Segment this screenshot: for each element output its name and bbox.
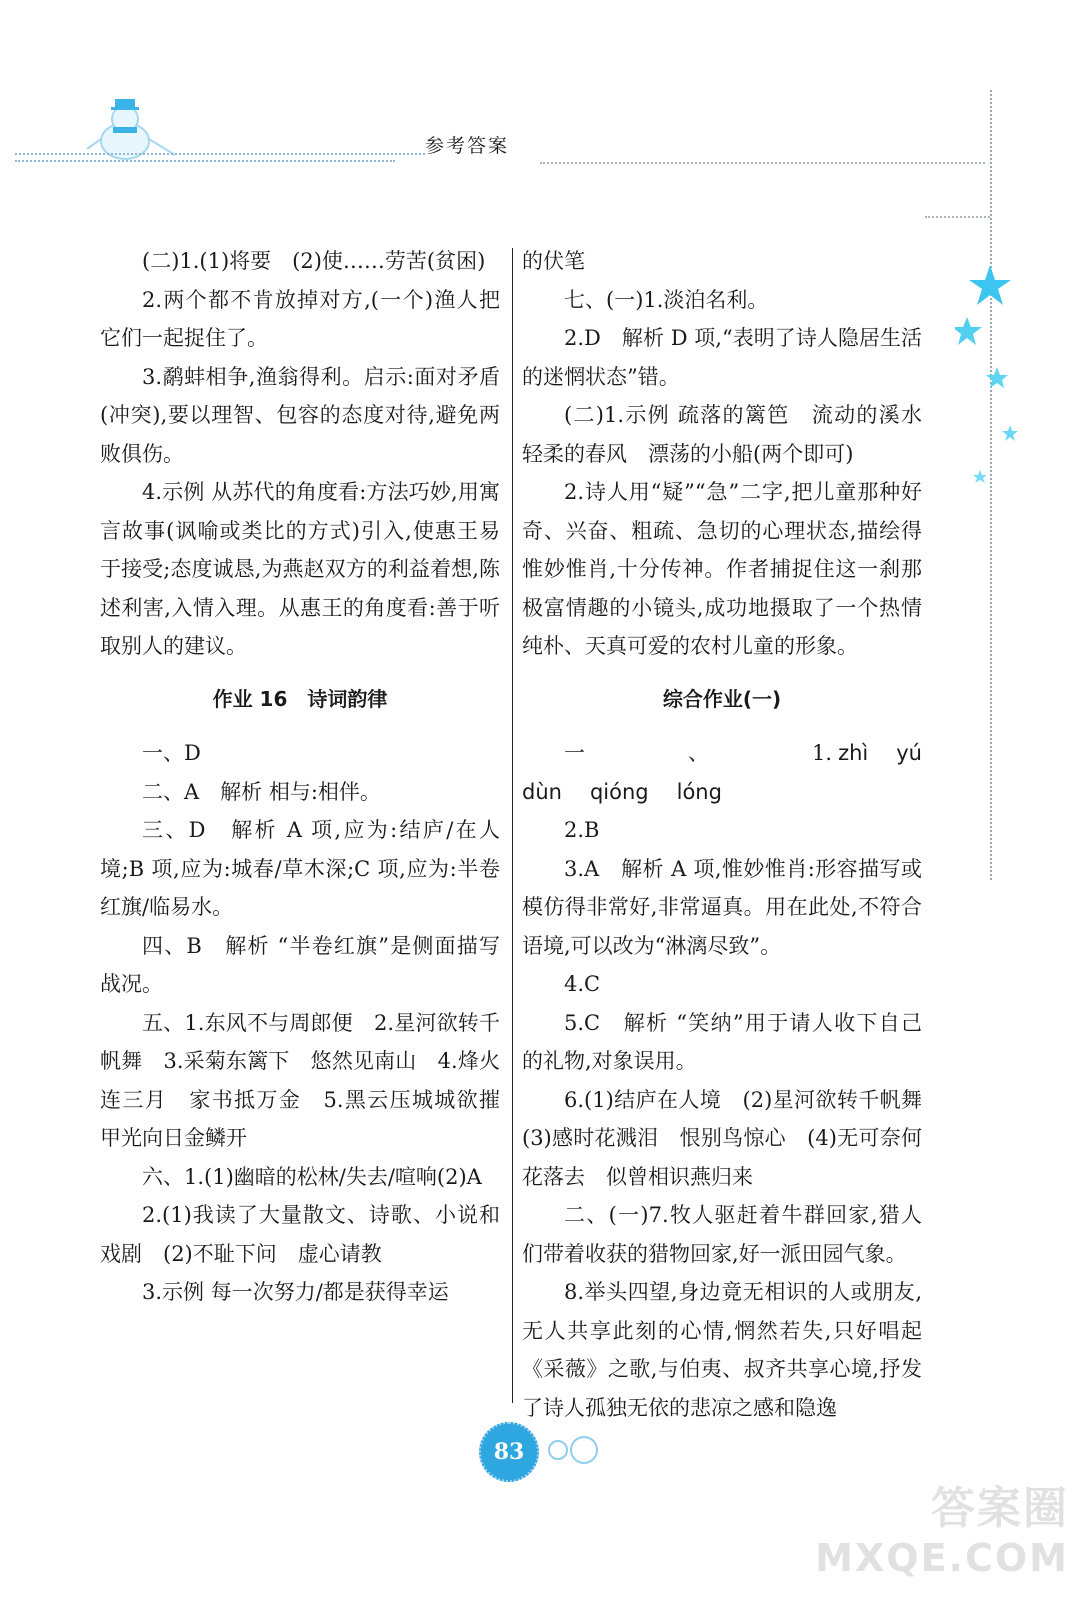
header-dotted-line-left xyxy=(15,153,425,155)
answer-7-2: 2.D 解析 D 项,“表明了诗人隐居生活的迷惘状态”错。 xyxy=(522,326,922,389)
stars-decoration xyxy=(955,255,1035,499)
header-dotted-line-left-2 xyxy=(15,160,395,162)
watermark xyxy=(815,1472,1069,1580)
answer-16-6-3: 3.示例 每一次努力/都是获得幸运 xyxy=(142,1280,449,1304)
margin-dotted-tick xyxy=(925,216,990,218)
answer-c-1-label: 一、1. xyxy=(564,741,833,765)
decor-circle-medium xyxy=(570,1436,598,1464)
answer-16-1: 一、D xyxy=(142,741,201,765)
answer-7-b-1: (二)1.示例 疏落的篱笆 流动的溪水 轻柔的春风 漂荡的小船(两个即可) xyxy=(522,403,943,466)
column-divider xyxy=(512,248,513,1403)
answer-c-1 xyxy=(522,734,922,811)
answer-16-2: 二、A 解析 相与:相伴。 xyxy=(142,779,381,804)
pinyin-2: yú dùn xyxy=(522,741,922,804)
decor-circle-small xyxy=(548,1440,568,1460)
answer-2-2: 2.两个都不肯放掉对方,(一个)渔人把它们一起捉住了。 xyxy=(100,287,500,350)
section-heading-comprehensive-1: 综合作业(一) xyxy=(662,686,782,711)
answer-2-1: (二)1.(1)将要 (2)使……劳苦(贫困) xyxy=(142,249,486,273)
header-dotted-line-right xyxy=(540,162,985,164)
answer-2-3: 3.鹬蚌相争,渔翁得利。启示:面对矛盾(冲突),要以理智、包容的态度对待,避免两败俱伤。 xyxy=(100,364,500,466)
answer-c-8: 8.举头四望,身边竟无相识的人或朋友,无人共享此刻的心情,惘然若失,只好唱起《采薇》之歌,与伯夷、叔齐共享心境,抒发了诗人孤独无依的悲凉之感和隐逸 xyxy=(522,1280,922,1420)
left-column xyxy=(100,242,521,1312)
answer-16-5: 五、1.东风不与周郎便 2.星河欲转千帆舞 3.采菊东篱下 悠然见南山 4.烽火连三月 家书抵万金 5.黑云压城城欲摧 甲光向日金鳞开 xyxy=(100,1010,521,1150)
answer-16-3: 三、D 解析 A 项,应为:结庐/在人境;B 项,应为:城春/草木深;C 项,应为:半卷红旗/临易水。 xyxy=(100,818,500,919)
snowman-illustration xyxy=(85,95,185,169)
answer-continued: 的伏笔 xyxy=(522,249,585,273)
answer-7-b-2: 2.诗人用“疑”“急”二字,把儿童那种好奇、兴奋、粗疏、急切的心理状态,描绘得惟妙惟肖,十分传神。作者捕捉住这一刹那极富情趣的小镜头,成功地摄取了一个热情纯朴、天真可爱的农村儿童的形象。 xyxy=(522,480,922,658)
answer-c-3: 3.A 解析 A 项,惟妙惟肖:形容描写或模仿得非常好,非常逼真。用在此处,不符合语境,可以改为“淋漓尽致”。 xyxy=(522,856,922,958)
answer-c-4: 4.C xyxy=(564,972,601,996)
pinyin-4: lóng xyxy=(676,779,722,804)
answer-16-4: 四、B 解析 “半卷红旗”是侧面描写战况。 xyxy=(100,933,500,996)
answer-c-2: 2.B xyxy=(564,818,600,842)
answer-7-1: 七、(一)1.淡泊名利。 xyxy=(564,287,769,312)
pinyin-1: zhì xyxy=(838,741,869,765)
right-column xyxy=(522,242,943,1427)
watermark-line-1: 答案圈 xyxy=(931,1483,1069,1534)
answer-16-6-2: 2.(1)我读了大量散文、诗歌、小说和戏剧 (2)不耻下问 虚心请教 xyxy=(100,1203,500,1266)
section-heading-homework-16: 作业 16 诗词韵律 xyxy=(212,686,388,711)
answer-c-5: 5.C 解析 “笑纳”用于请人收下自己的礼物,对象误用。 xyxy=(522,1010,922,1073)
pinyin-3: qióng xyxy=(589,779,649,804)
answer-c-7: 二、(一)7.牧人驱赶着牛群回家,猎人们带着收获的猎物回家,好一派田园气象。 xyxy=(522,1203,922,1266)
answer-2-4: 4.示例 从苏代的角度看:方法巧妙,用寓言故事(讽喻或类比的方式)引入,使惠王易于接受;态度诚恳,为燕赵双方的利益着想,陈述利害,入情入理。从惠王的角度看:善于听取别人的建议。 xyxy=(100,480,500,658)
header-title: 参考答案 xyxy=(425,135,510,157)
answer-16-6-1: 六、1.(1)幽暗的松林/失去/喧响(2)A xyxy=(142,1164,482,1189)
page-number: 83 xyxy=(479,1422,539,1482)
watermark-line-2: MXQE.COM xyxy=(815,1536,1069,1580)
answer-c-6: 6.(1)结庐在人境 (2)星河欲转千帆舞 (3)感时花溅泪 恨别鸟惊心 (4)无可奈何花落去 似曾相识燕归来 xyxy=(522,1087,943,1189)
